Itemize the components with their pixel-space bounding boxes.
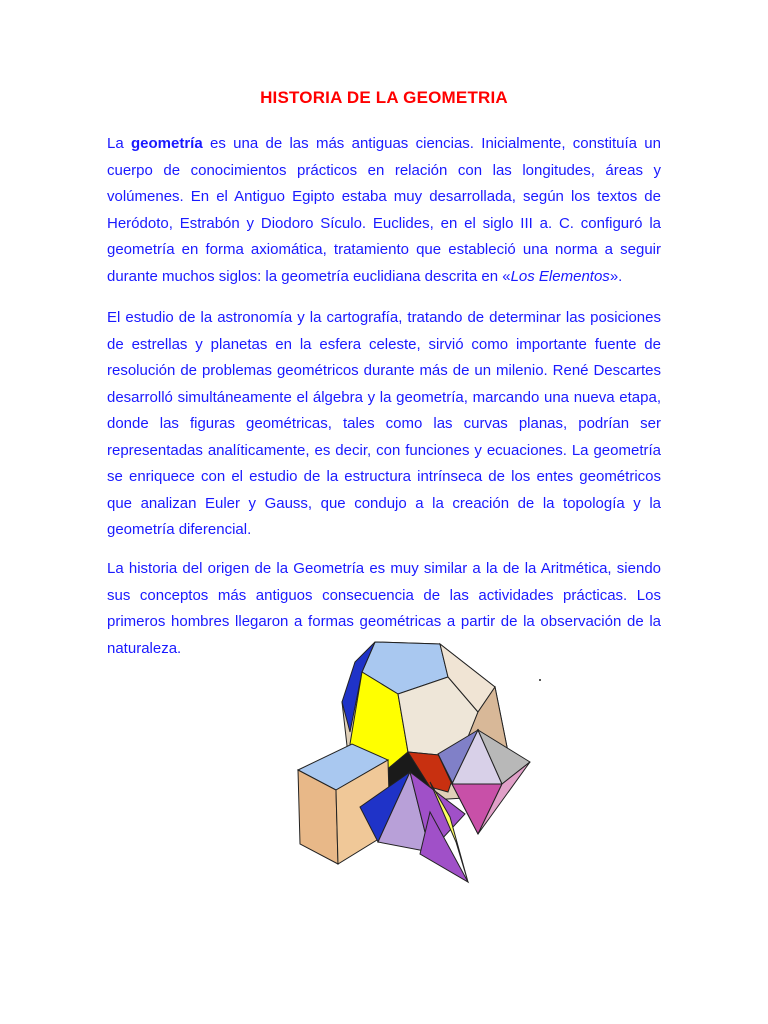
paragraph-1-body: es una de las más antiguas ciencias. Inicialmente, constituía un cuerpo de conocimientos prácticos en relación con las longitudes, áreas y volúmenes. En el Antiguo Egipto estaba muy desarrollada, según los textos de Heródoto, Estrabón y Diodoro Sículo. Euclides, en el siglo III a. C. configuró la geometría en forma axiomática, tratamiento que estableció una norma a seguir durante muchos siglos: la geometría euclidiana descrita en « [107,135,661,285]
paragraph-1 [107,131,661,290]
paragraph-1-lead: La [107,135,131,152]
paragraph-2: El estudio de la astronomía y la cartografía, tratando de determinar las posiciones de estrellas y planetas en la esfera celeste, sirvió como importante fuente de resolución de problemas geométricos durante más de un milenio. René Descartes desarrolló simultáneamente el álgebra y la geometría, marcando una nueva etapa, donde las figuras geométricas, tales como las curvas planas, podrían ser representadas analíticamente, es decir, con funciones y ecuaciones. La geometría se enriquece con el estudio de la estructura intrínseca de los entes geométricos que analizan Euler y Gauss, que condujo a la creación de la topología y la geometría diferencial. [107,309,661,538]
platonic-solids-illustration [280,632,550,884]
book-title: Los Elementos [510,267,610,285]
paragraph-3: La historia del origen de la Geometría es muy similar a la de la Aritmética, siendo sus conceptos más antiguos consecuencia de las actividades prácticas. Los primeros hombres llegaron a formas geométricas a partir de la observación de la naturaleza. [107,560,661,657]
paragraph-1-end: ». [609,267,623,285]
page-title: HISTORIA DE LA GEOMETRIA [260,88,508,107]
term-geometria: geometría [131,135,203,152]
